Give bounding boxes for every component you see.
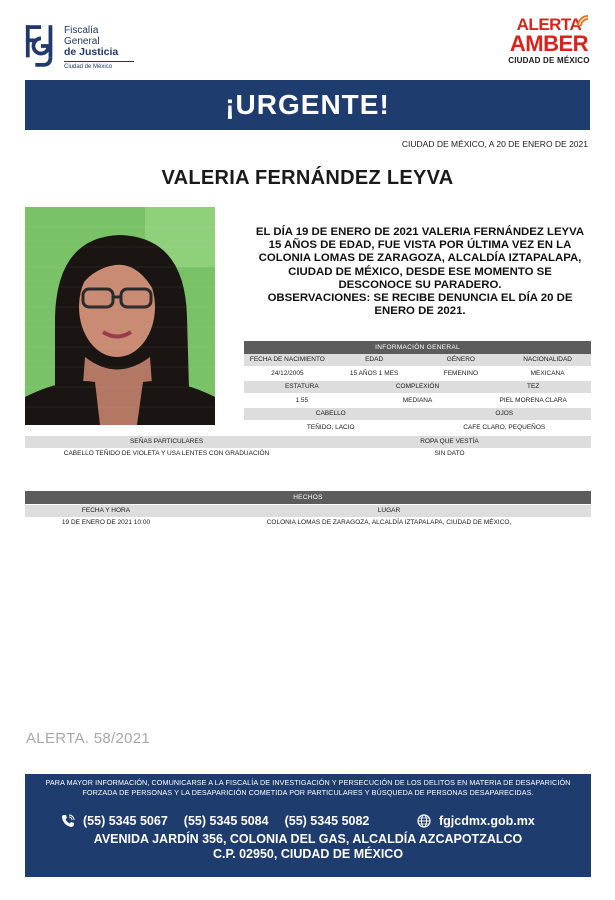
description-line: EL DÍA 19 DE ENERO DE 2021 VALERIA FERNÁNDEZ LEYVA [255,226,585,238]
alert-number: ALERTA. 58/2021 [26,730,151,747]
fgj-line4: Ciudad de México [64,64,113,70]
label-hair: CABELLO [315,410,346,417]
value-datetime: 19 DE ENERO DE 2021 10:00 [61,519,151,526]
label-build: COMPLEXIÓN [395,383,440,390]
footer-info-line2: FORZADA DE PERSONAS Y LA DESAPARICIÓN COMETIDA POR PARTICULARES Y BÚSQUEDA DE PERSONAS DESAPARECIDAS. [82,787,534,797]
description [248,226,592,318]
urgent-banner [25,80,590,130]
label-age: EDAD [365,356,384,363]
amber-line1: ALERTA [516,15,582,34]
footer-info [35,778,581,797]
value-complexion: PIEL MORENA CLARA [499,397,567,404]
value-height: 1.55 [295,397,309,404]
value-hair: TEÑIDO, LACIO [306,424,355,431]
phone-number[interactable]: (55) 5345 5084 [183,814,269,828]
label-gender: GÉNERO [446,356,475,363]
label-complexion: TEZ [527,383,540,390]
info-general-heading: INFORMACIÓN GENERAL [244,341,591,354]
phone-number[interactable]: (55) 5345 5082 [284,814,370,828]
signal-arc-icon [576,14,590,28]
person-name: VALERIA FERNÁNDEZ LEYVA [161,167,454,189]
description-line: COLONIA LOMAS DE ZARAGOZA, ALCALDÍA IZTAPALAPA, [258,252,582,265]
label-birthdate: FECHA DE NACIMIENTO [249,356,325,363]
alerta-amber-logo [506,16,592,78]
website-link[interactable]: fgjcdmx.gob.mx [439,814,535,828]
info-row1-labels [244,354,591,366]
info-row2-labels [244,381,591,393]
observations-line: ENERO DE 2021. [374,305,466,318]
header [0,0,615,80]
value-clothing: SIN DATO [434,450,465,457]
label-datetime: FECHA Y HORA [81,507,131,514]
hechos-values [25,517,591,529]
fgj-emblem-icon [24,22,58,70]
label-distinguishing-marks: SEÑAS PARTICULARES [129,438,204,445]
fgj-divider [64,61,134,62]
fgj-text [64,22,134,71]
person-photo [25,207,215,425]
info-row3-values [244,421,591,434]
contact-footer [25,774,591,877]
value-build: MEDIANA [402,397,433,404]
website[interactable] [417,814,535,828]
description-line: 15 AÑOS DE EDAD, FUE VISTA POR ÚLTIMA VEZ EN LA [268,239,572,252]
fgj-line3: de Justicia [64,46,119,58]
observations-line: OBSERVACIONES: SE RECIBE DENUNCIA EL DÍA 20 DE [267,292,573,305]
info-row2-values [244,394,591,407]
date-line: CIUDAD DE MÉXICO, A 20 DE ENERO DE 2021 [401,139,588,149]
hechos-heading: HECHOS [25,491,591,504]
value-gender: FEMENINO [443,370,479,377]
label-height: ESTATURA [284,383,319,390]
banner-title: ¡URGENTE! [225,89,390,120]
hechos-labels [25,505,591,517]
phone-numbers [61,814,385,828]
label-eyes: OJOS [495,410,514,417]
info-row3-labels [244,408,591,420]
value-distinguishing-marks: CABELLO TEÑIDO DE VIOLETA Y USA LENTES CON GRADUACIÓN [63,450,270,457]
photo-illustration [25,207,215,425]
address-line2: C.P. 02950, CIUDAD DE MÉXICO [212,847,404,861]
label-nationality: NACIONALIDAD [523,356,572,363]
footer-info-line1: PARA MAYOR INFORMACIÓN, COMUNICARSE A LA FISCALÍA DE INVESTIGACIÓN Y PERSECUCIÓN DE LOS DELITOS EN MATERIA DE DESAPARICIÓN [45,778,571,787]
value-birthdate: 24/12/2005 [271,370,304,377]
fgj-logo [24,22,134,74]
label-clothing: ROPA QUE VESTÍA [420,438,479,445]
amber-line2: AMBER [509,31,589,56]
fgj-line1: Fiscalía [64,25,99,36]
senas-labels [25,436,591,448]
value-place: COLONIA LOMAS DE ZARAGOZA, ALCALDÍA IZTAPALAPA, CIUDAD DE MÉXICO, [266,519,512,526]
globe-icon [417,814,431,828]
value-eyes: CAFE CLARO, PEQUEÑOS [463,424,546,431]
value-nationality: MEXICANA [530,370,565,377]
senas-values [25,448,591,460]
info-row1-values [244,367,591,380]
description-line: CIUDAD DE MÉXICO, DESDE ESE MOMENTO SE [288,265,552,278]
value-age: 15 AÑOS 1 MES [349,370,399,377]
fgj-line2: General [64,36,100,47]
amber-line3: CIUDAD DE MÉXICO [508,56,590,65]
address-line1: AVENIDA JARDÍN 356, COLONIA DEL GAS, ALCALDÍA AZCAPOTZALCO [93,832,523,846]
phone-number[interactable]: (55) 5345 5067 [83,814,168,828]
description-line: DESCONOCE SU PARADERO. [338,278,502,291]
label-place: LUGAR [377,507,401,514]
phone-icon [61,814,75,828]
